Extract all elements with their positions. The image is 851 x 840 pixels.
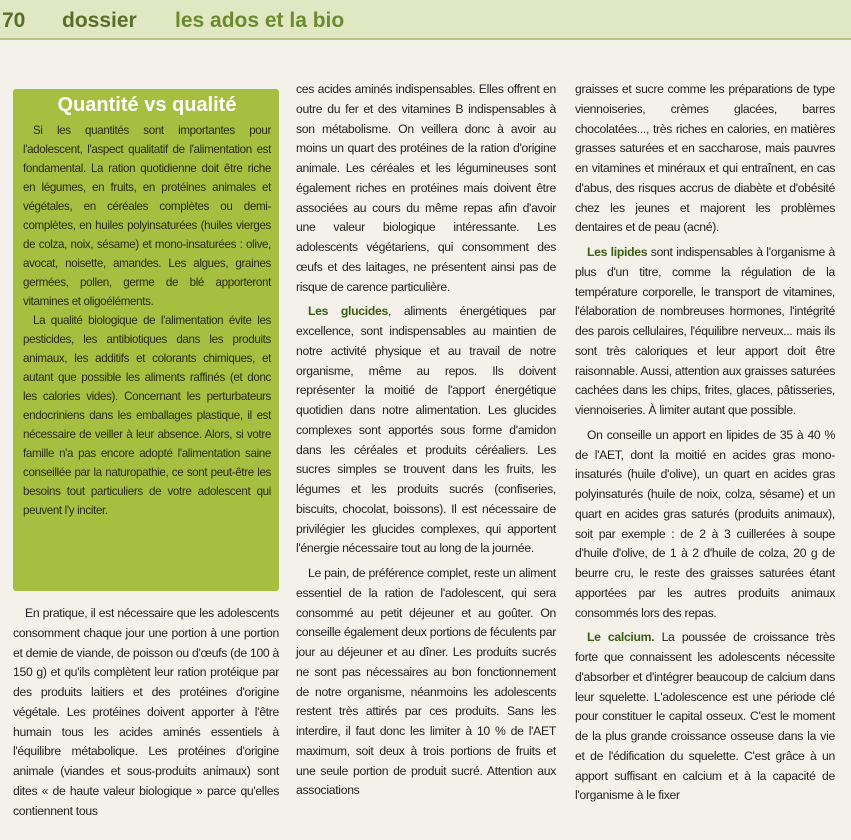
body-paragraph <box>575 628 835 806</box>
section-label: dossier <box>62 9 137 32</box>
rubric-title: les ados et la bio <box>175 9 345 32</box>
page-number: 70 <box>2 9 26 32</box>
page-header <box>0 0 851 40</box>
lead-term: Le calcium. <box>587 630 655 645</box>
box-paragraph: La qualité biologique de l'alimentation évite les pesticides, les antibiotiques dans les produits animaux, les additifs et colorants chimiques, et autant que possible les aliments raffinés (et donc les calories vides). Concernant les perturbateurs endocriniens dans les emballages plastique, il est nécessaire de veiller à leur absence. Alors, si votre famille n'a pas encore adopté l'alimentation saine conseillée par la naturopathie, ce sont peut-être les besoins tout particuliers de votre adolescent qui peuvent l'y inciter. <box>23 314 271 517</box>
body-paragraph: En pratique, il est nécessaire que les adolescents consomment chaque jour une portion à une portion et demie de viande, de poisson ou d'œufs (de 100 à 150 g) et qu'ils complètent leur ration protéique par des produits laitiers et des protéines d'origine végétale. Les protéines doivent apporter à l'être humain tous les acides aminés essentiels à l'équilibre métabolique. Les protéines d'origine animale (viandes et sous-produits animaux) sont dites « de haute valeur biologique » parce qu'elles contiennent tous <box>13 606 279 818</box>
box-paragraph: Si les quantités sont importantes pour l'adolescent, l'aspect qualitatif de l'alimentation est fondamental. La ration quotidienne doit être riche en légumes, en fruits, en protéines animales et végétales, en céréales complètes ou demi-complètes, en huiles polyinsaturées (huiles vierges de colza, noix, sésame) et mono-insaturées : olive, avocat, noisette, amandes. Les algues, graines germées, pollen, germe de blé apporteront vitamines et oligoéléments. <box>23 124 271 308</box>
column-1 <box>13 604 279 821</box>
lead-term: Les lipides <box>587 245 648 259</box>
sidebar-box <box>13 89 279 591</box>
body-paragraph <box>296 302 556 559</box>
lead-term: Les glucides <box>308 304 388 319</box>
paragraph-text: sont indispensables à l'organisme à plus d'un titre, comme la régulation de la température corporelle, le transport de vitamines, l'élaboration de nombreuses hormones, l'intégrité des parois cellulaires, l'équilibre nerveux... mais ils sont très caloriques et leur apport doit être raisonnable. Aussi, attention aux graisses saturées cachées dans les chips, frites, glaces, pâtisseries, viennoiseries. À limiter autant que possible. <box>575 245 835 417</box>
column-3 <box>575 80 835 806</box>
body-paragraph: ces acides aminés indispensables. Elles offrent en outre du fer et des vitamines B indispensables à son métabolisme. On veillera donc à avoir au moins un quart des protéines de la ration d'origine animale. Les céréales et les légumineuses sont également riches en protéines mais doivent être associées au cours du même repas afin d'avoir une valeur biologique intéressante. Les adolescents végétariens, qui consomment des œufs et des laitages, ne présentent ainsi pas de risque de carence particulière. <box>296 82 556 294</box>
body-paragraph: Le pain, de préférence complet, reste un aliment essentiel de la ration de l'adolescent, qui sera consommé au petit déjeuner et au goûter. On conseille également deux portions de féculents par jour au déjeuner et au dîner. Les produits sucrés ne sont pas nécessaires au bon fonctionnement de notre organisme, néanmoins les adolescents restent très attirés par ces produits. Sans les interdire, il faut donc les limiter à 10 % de l'AET maximum, soit deux à trois portions de fruits et une seule portion de produit sucré. Attention aux associations <box>296 566 556 798</box>
body-paragraph <box>575 243 835 421</box>
body-paragraph: graisses et sucre comme les préparations de type viennoiseries, crèmes glacées, barres chocolatées..., très riches en calories, en matières grasses saturées et en saccharose, mais pauvres en vitamines et minéraux et qui entraînent, en cas d'abus, des risques accrus de diabète et d'obésité chez les jeunes et majorent les problèmes dentaires et de peau (acné). <box>575 82 835 235</box>
paragraph-text: , aliments énergétiques par excellence, sont indispensables au maintien de notre activité physique et au travail de notre organisme, même au repos. Ils doivent représenter la moitié de l'apport énergétique quotidien dans notre alimentation. Les glucides complexes sont apportés sous forme d'amidon dans les céréales et produits céréaliers. Les sucres simples se trouvent dans les fruits, les légumes et les produits sucrés (confiseries, biscuits, chocolat, boissons). Il est nécessaire de privilégier les glucides complexes, qui apportent l'énergie nécessaire tout au long de la journée. <box>296 304 556 556</box>
box-title: Quantité vs qualité <box>57 94 237 116</box>
column-2 <box>296 80 556 801</box>
body-paragraph: On conseille un apport en lipides de 35 à 40 % de l'AET, dont la moitié en acides gras mono-insaturés (huile d'olive), un quart en acides gras polyinsaturés (huile de noix, colza, sésame) et un quart en acides gras saturés (produits animaux), soit par exemple : de 2 à 3 cuillerées à soupe d'huile d'olive, de 1 à 2 d'huile de colza, 20 g de beurre cru, le reste des graisses saturées étant apportées par les autres produits animaux consommés lors des repas. <box>575 427 835 620</box>
paragraph-text: La poussée de croissance très forte que connaissent les adolescents nécessite d'absorber et d'intégrer beaucoup de calcium dans leur squelette. L'adolescence est une période clé pour constituer le capital osseux. C'est le moment de la plus grande croissance osseuse dans la vie et de l'édification du squelette. C'est grâce à un apport suffisant en calcium et à la capacité de l'organisme à le fixer <box>575 630 835 803</box>
